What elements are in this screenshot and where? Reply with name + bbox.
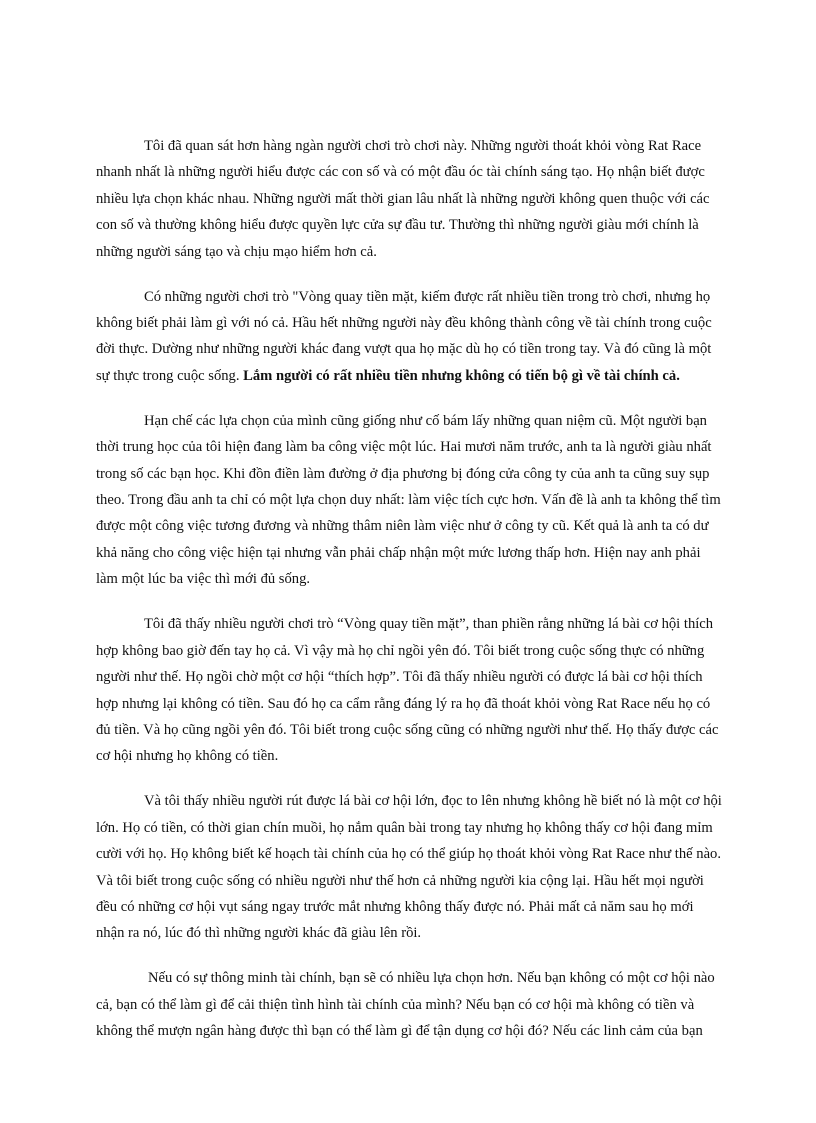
paragraph-3-text: Hạn chế các lựa chọn của mình cũng giống như cố bám lấy những quan niệm cũ. Một người bạn thời trung học của tôi hiện đang làm ba công việc một lúc. Hai mươi năm trước, anh ta là người giàu nhất trong số các bạn học. Khi đồn điền làm đường ở địa phương bị đóng cửa công ty của anh ta cũng suy sụp theo. Trong đầu anh ta chỉ có một lựa chọn duy nhất: làm việc tích cực hơn. Vấn đề là anh ta không thể tìm được một công việc tương đương và những thâm niên làm việc như ở công ty cũ. Kết quả là anh ta có dư khả năng cho công việc hiện tại nhưng vẫn phải chấp nhận một mức lương thấp hơn. Hiện nay anh phải làm một lúc ba việc thì mới đủ sống. [96, 412, 721, 588]
paragraph-3 [96, 408, 724, 593]
paragraph-6 [96, 965, 724, 1044]
paragraph-5 [96, 788, 724, 946]
paragraph-1 [96, 133, 724, 265]
paragraph-2 [96, 284, 724, 390]
paragraph-4-text: Tôi đã thấy nhiều người chơi trò “Vòng quay tiền mặt”, than phiền rằng những lá bài cơ hội thích hợp không bao giờ đến tay họ cả. Vì vậy mà họ chỉ ngồi yên đó. Tôi biết trong cuộc sống thực có những người như thế. Họ ngồi chờ một cơ hội “thích hợp”. Tôi đã thấy nhiều người có được lá bài cơ hội thích hợp nhưng lại không có tiền. Sau đó họ ca cẩm rằng đáng lý ra họ đã thoát khỏi vòng Rat Race nếu họ có đủ tiền. Và họ cũng ngồi yên đó. Tôi biết trong cuộc sống cũng có những người như thế. Họ thấy được các cơ hội nhưng họ không có tiền. [96, 616, 719, 765]
paragraph-6-text: Nếu có sự thông minh tài chính, bạn sẽ có nhiều lựa chọn hơn. Nếu bạn không có một cơ hội nào cả, bạn có thể làm gì để cải thiện tình hình tài chính của mình? Nếu bạn có cơ hội mà không có tiền và không thể mượn ngân hàng được thì bạn có thể làm gì để tận dụng cơ hội đó? Nếu các linh cảm của bạn [96, 970, 715, 1040]
paragraph-4 [96, 611, 724, 769]
paragraph-1-text: Tôi đã quan sát hơn hàng ngàn người chơi trò chơi này. Những người thoát khỏi vòng Rat Race nhanh nhất là những người hiểu được các con số và có một đầu óc tài chính sáng tạo. Họ nhận biết được nhiều lựa chọn khác nhau. Những người mất thời gian lâu nhất là những người không quen thuộc với các con số và thường không hiểu được quyền lực cửa sự đầu tư. Thường thì những người giàu mới chính là những người sáng tạo và chịu mạo hiểm hơn cả. [96, 138, 710, 260]
document-body [96, 133, 724, 1045]
paragraph-2-bold-statement: Lắm người có rất nhiều tiền nhưng không có tiến bộ gì về tài chính cả. [243, 367, 680, 384]
paragraph-2-text: Có những người chơi trò "Vòng quay tiền mặt, kiếm được rất nhiều tiền trong trò chơi, nhưng họ không biết phải làm gì với nó cả. Hầu hết những người này đều không thành công về tài chính trong cuộc đời thực. Dường như những người khác đang vượt qua họ mặc dù họ có tiền trong tay. Và đó cũng là một sự thực trong cuộc sống. [96, 288, 712, 384]
paragraph-5-text: Và tôi thấy nhiều người rút được lá bài cơ hội lớn, đọc to lên nhưng không hề biết nó là một cơ hội lớn. Họ có tiền, có thời gian chín muồi, họ nắm quân bài trong tay nhưng họ không thấy cơ hội đang mỉm cười với họ. Họ không biết kế hoạch tài chính của họ có thể giúp họ thoát khỏi vòng Rat Race như thế nào. Và tôi biết trong cuộc sống có nhiều người như thế hơn cả những người kia cộng lại. Hầu hết mọi người đều có những cơ hội vụt sáng ngay trước mắt nhưng không thấy được nó. Phải mất cả năm sau họ mới nhận ra nó, lúc đó thì những người khác đã giàu lên rồi. [96, 793, 722, 942]
